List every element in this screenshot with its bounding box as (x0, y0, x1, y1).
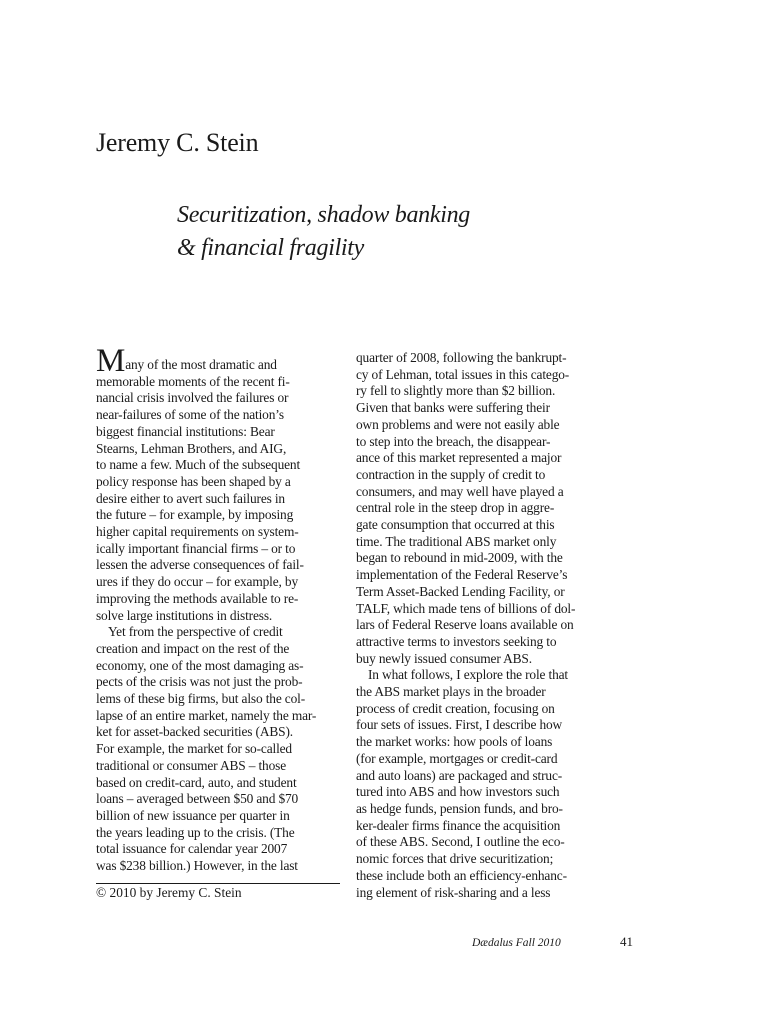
body-line: the market works: how pools of loans (356, 734, 553, 750)
body-line: loans – averaged between $50 and $70 (96, 791, 299, 807)
body-line: began to rebound in mid-2009, with the (356, 550, 563, 566)
body-line: desire either to avert such failures in (96, 490, 285, 506)
body-line: the ABS market plays in the broader (356, 684, 546, 700)
body-line: buy newly issued consumer ABS. (356, 650, 532, 666)
body-line: these include both an efficiency-enhanc- (356, 867, 567, 883)
body-line: based on credit-card, auto, and student (96, 774, 297, 790)
body-line: lapse of an entire market, namely the mar- (96, 707, 317, 723)
body-line: In what follows, I explore the role that (368, 667, 569, 683)
body-line: attractive terms to investors seeking to (356, 633, 557, 649)
body-line: four sets of issues. First, I describe how (356, 717, 563, 733)
article-title (177, 199, 470, 265)
body-line: ry fell to slightly more than $2 billion. (356, 383, 556, 399)
body-line: nomic forces that drive securitization; (356, 851, 554, 867)
body-line: the future – for example, by imposing (96, 507, 294, 523)
body-line: to step into the breach, the disappear- (356, 433, 551, 449)
copyright-notice: © 2010 by Jeremy C. Stein (96, 885, 242, 900)
body-line: to name a few. Much of the subsequent (96, 457, 301, 473)
body-line: process of credit creation, focusing on (356, 700, 555, 716)
author-name: Jeremy C. Stein (96, 128, 259, 157)
body-line: TALF, which made tens of billions of dol- (356, 600, 576, 616)
body-line: ures if they do occur – for example, by (96, 574, 299, 590)
body-line-text: any of the most dramatic and (125, 357, 277, 372)
body-line: consumers, and may well have played a (356, 483, 564, 499)
body-line: ing element of risk-sharing and a less (356, 884, 551, 900)
body-line: nancial crisis involved the failures or (96, 390, 289, 406)
body-line: policy response has been shaped by a (96, 473, 291, 489)
body-line: contraction in the supply of credit to (356, 466, 546, 482)
drop-cap: M (96, 343, 126, 379)
body-line: Given that banks were suffering their (356, 400, 550, 416)
body-line: traditional or consumer ABS – those (96, 757, 287, 773)
body-line: solve large institutions in distress. (96, 607, 273, 623)
body-line: ance of this market represented a major (356, 450, 562, 466)
body-line: the years leading up to the crisis. (The (96, 824, 295, 840)
body-line: (for example, mortgages or credit-card (356, 750, 558, 766)
page-number: 41 (620, 934, 633, 949)
body-line (96, 343, 346, 379)
body-line: Stearns, Lehman Brothers, and AIG, (96, 440, 287, 456)
body-line: central role in the steep drop in aggre- (356, 500, 555, 516)
body-line: was $238 billion.) However, in the last (96, 858, 298, 874)
body-line: billion of new issuance per quarter in (96, 807, 290, 823)
body-line: time. The traditional ABS market only (356, 533, 557, 549)
journal-footer: Dædalus Fall 2010 (472, 937, 561, 949)
body-line: improving the methods available to re- (96, 590, 299, 606)
body-line: creation and impact on the rest of the (96, 640, 290, 656)
title-line-2: & financial fragility (177, 235, 365, 261)
body-line: as hedge funds, pension funds, and bro- (356, 800, 563, 816)
body-line: ket for asset-backed securities (ABS). (96, 724, 293, 740)
body-line: ker-dealer firms finance the acquisition (356, 817, 561, 833)
body-column-right (356, 350, 606, 901)
body-column-left (96, 343, 346, 875)
body-line: pects of the crisis was not just the prob- (96, 674, 303, 690)
body-line: gate consumption that occurred at this (356, 517, 555, 533)
body-line: lems of these big firms, but also the col- (96, 691, 306, 707)
body-line: quarter of 2008, following the bankrupt- (356, 350, 567, 365)
body-line: Term Asset-Backed Lending Facility, or (356, 583, 565, 599)
body-line: higher capital requirements on system- (96, 524, 299, 540)
body-line: and auto loans) are packaged and struc- (356, 767, 563, 783)
title-line-1: Securitization, shadow banking (177, 202, 470, 228)
body-line: own problems and were not easily able (356, 416, 560, 432)
body-line: ically important financial firms – or to (96, 540, 296, 556)
body-line: Yet from the perspective of credit (108, 624, 283, 640)
body-line: lars of Federal Reserve loans available on (356, 617, 574, 633)
body-line: total issuance for calendar year 2007 (96, 841, 288, 857)
body-line: memorable moments of the recent fi- (96, 373, 290, 389)
body-line: implementation of the Federal Reserve’s (356, 567, 568, 583)
body-line: tured into ABS and how investors such (356, 784, 560, 800)
body-line: economy, one of the most damaging as- (96, 657, 304, 673)
body-line: near-failures of some of the nation’s (96, 407, 284, 423)
body-line: lessen the adverse consequences of fail- (96, 557, 304, 573)
body-line: biggest financial institutions: Bear (96, 423, 275, 439)
body-line: For example, the market for so-called (96, 741, 292, 757)
body-line: cy of Lehman, total issues in this catego- (356, 366, 570, 382)
body-line: of these ABS. Second, I outline the eco- (356, 834, 565, 850)
footnote-divider (96, 883, 340, 884)
